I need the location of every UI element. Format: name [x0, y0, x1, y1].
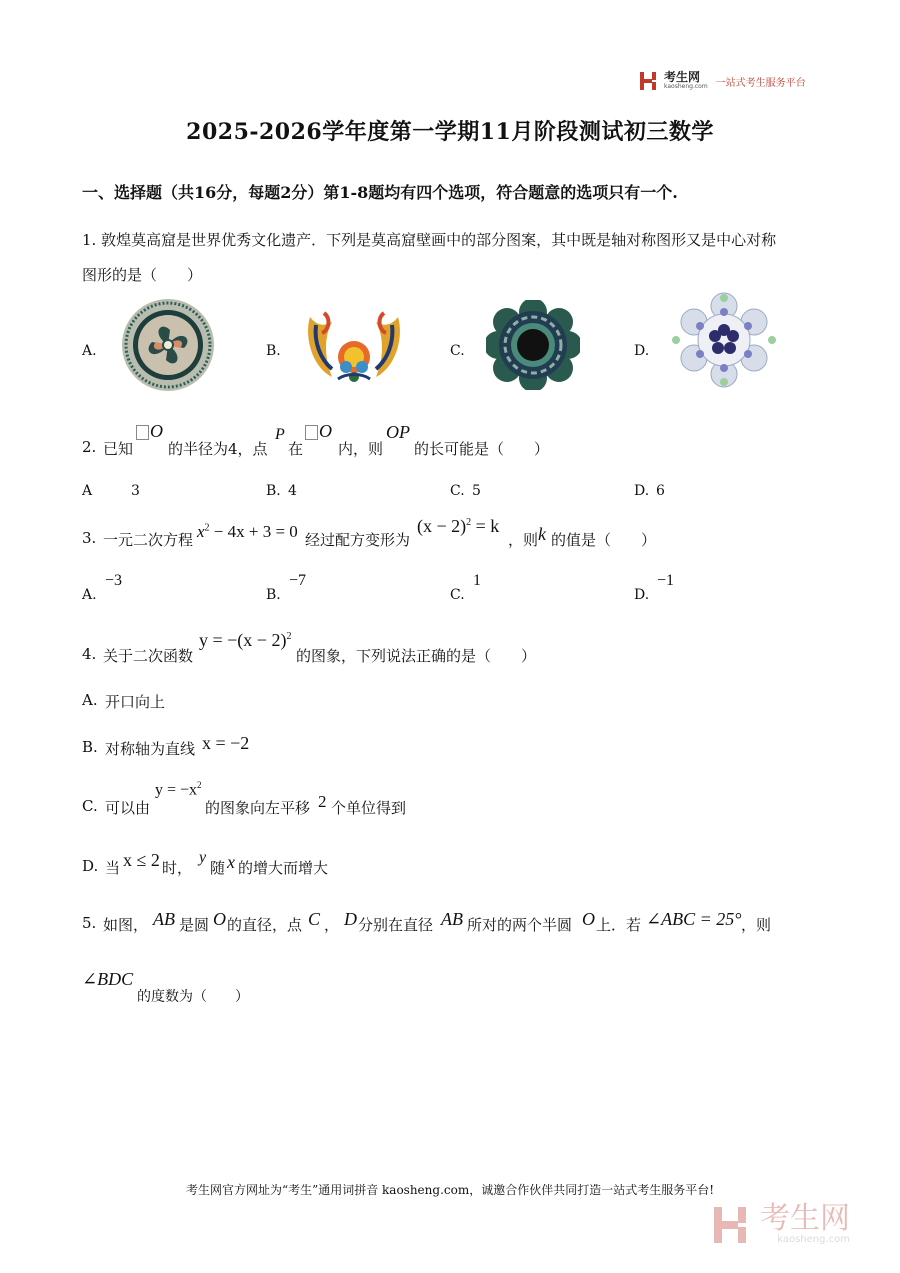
q4-option-c-text-1: 可以由 — [105, 799, 151, 817]
q4-option-d-text-3: 随 — [210, 859, 226, 877]
q2-option-c-label: C. — [450, 483, 465, 499]
q4-option-a-label: A. — [82, 691, 98, 709]
q3-text-2: 经过配方变形为 — [305, 531, 411, 549]
q3-equation-2 — [417, 516, 499, 537]
brand-name: 考生网 — [664, 70, 701, 84]
q2-circle-o: O — [150, 421, 163, 441]
q3-text-1: 一元二次方程 — [103, 531, 194, 549]
q4-option-b-math: x = −2 — [202, 733, 250, 753]
q5-text-2: 是圆 — [179, 916, 210, 934]
q4-option-c-label: C. — [82, 797, 98, 815]
q4-equation — [199, 630, 291, 651]
kaosheng-logo-icon — [640, 72, 660, 90]
q2-option-a-value: 3 — [131, 483, 140, 499]
q3-number: 3. — [82, 529, 97, 547]
q2-text-1: 已知 — [103, 440, 134, 458]
q2-op: OP — [386, 422, 410, 442]
q4-eq-sup: 2 — [286, 631, 292, 642]
brand-slogan: 一站式考生服务平台 — [715, 77, 806, 89]
q4-text-2: 的图象，下列说法正确的是（ ） — [296, 647, 537, 665]
q5-c: C — [308, 909, 321, 929]
q2-option-b-value: 4 — [288, 483, 297, 499]
q4-option-a-text: 开口向上 — [105, 693, 166, 711]
q2-option-d-label: D. — [634, 483, 650, 499]
q3-option-d-label: D. — [634, 587, 650, 603]
q5-text-4: ， — [324, 916, 340, 934]
q3-k: k — [538, 524, 546, 544]
q5-text-1: 如图， — [103, 916, 149, 934]
q4-option-c-text-2: 的图象向左平移 — [205, 799, 311, 817]
q3-option-c-value: 1 — [473, 572, 481, 589]
q2-option-a-label: A — [82, 483, 93, 499]
footer-note: 考生网官方网址为“考生”通用词拼音 kaosheng.com，诚邀合作伙伴共同打造一站式考生服务平台! — [185, 1183, 715, 1197]
q4-option-b-label: B. — [82, 738, 98, 756]
q4-option-c-math-sup: 2 — [197, 780, 202, 790]
q1-line1: 1. 敦煌莫高窟是世界优秀文化遗产．下列是莫高窟壁画中的部分图案，其中既是轴对称图形又是中心对称 — [82, 231, 777, 249]
q3-option-a-value: −3 — [105, 572, 123, 589]
pattern-b-icon — [302, 307, 406, 387]
pattern-d-icon — [668, 292, 780, 388]
q1-line2: 图形的是（ ） — [82, 266, 203, 284]
q4-option-d-text-2: 时， — [162, 859, 193, 877]
q2-text-3: 在 — [288, 440, 304, 458]
q2-point-p: P — [275, 426, 285, 443]
q5-text-9: 的度数为（ ） — [137, 989, 249, 1005]
q1-option-b-label: B. — [266, 343, 281, 359]
q3-option-d-value: −1 — [657, 572, 675, 589]
q3-eq2-base: (x − 2) — [417, 516, 467, 536]
q2-number: 2. — [82, 438, 97, 456]
brand-header — [640, 72, 806, 90]
circle-symbol-placeholder — [305, 425, 318, 440]
q4-option-d-y: y — [199, 849, 207, 866]
watermark-domain: kaosheng.com — [777, 1234, 850, 1245]
q5-text-6: 所对的两个半圆 — [467, 916, 573, 934]
q5-o: O — [213, 909, 226, 929]
q2-option-c-value: 5 — [472, 483, 481, 499]
q4-text-1: 关于二次函数 — [103, 647, 194, 665]
q3-equation-1 — [197, 522, 298, 542]
q2-text-4: 内，则 — [338, 440, 384, 458]
circle-symbol-placeholder — [136, 425, 149, 440]
q1-option-a-label: A. — [82, 343, 97, 359]
pattern-a-icon — [120, 298, 216, 392]
q5-text-7: 上．若 — [596, 916, 642, 934]
q3-option-b-label: B. — [266, 587, 281, 603]
q5-number: 5. — [82, 914, 97, 932]
q4-option-c-text-3: 个单位得到 — [331, 799, 407, 817]
q2-option-b-label: B. — [266, 483, 281, 499]
q3-option-c-label: C. — [450, 587, 465, 603]
q5-text-5: 分别在直径 — [358, 916, 434, 934]
q2-circle-o-2: O — [319, 421, 332, 441]
pattern-c-icon — [486, 300, 580, 390]
q3-option-a-label: A. — [82, 587, 97, 603]
q5-o-2: O — [582, 909, 595, 929]
brand-domain: kaosheng.com — [664, 83, 708, 90]
q2-text-2: 的半径为4，点 — [168, 440, 268, 458]
q5-text-8: ，则 — [741, 916, 772, 934]
q4-option-d-text-1: 当 — [105, 859, 121, 877]
q4-option-d-x: x — [227, 852, 235, 872]
q3-eq2-rest: = k — [471, 516, 500, 536]
q3-eq1-x: x — [197, 522, 205, 541]
q3-eq2-sup: 2 — [466, 517, 472, 528]
q4-option-c-n: 2 — [318, 792, 327, 811]
q5-ab-2: AB — [441, 909, 463, 929]
q4-option-d-label: D. — [82, 857, 99, 875]
q4-option-d-math: x ≤ 2 — [123, 850, 160, 870]
q3-text-3: ，则 — [508, 531, 539, 549]
q4-eq-base: y = −(x − 2) — [199, 630, 287, 650]
q4-option-d-text-4: 的增大而增大 — [238, 859, 329, 877]
q4-option-c-math-base: y = −x — [155, 781, 198, 799]
q3-eq1-rest: − 4x + 3 = 0 — [209, 522, 298, 541]
q4-option-c-math — [155, 780, 202, 799]
watermark-name: 考生网 — [760, 1201, 850, 1236]
q3-eq1-sup: 2 — [204, 522, 210, 534]
q4-number: 4. — [82, 645, 97, 663]
watermark — [714, 1201, 850, 1245]
q2-option-d-value: 6 — [656, 483, 665, 499]
q5-text-3: 的直径，点 — [227, 916, 303, 934]
q3-text-4: 的值是（ ） — [551, 531, 657, 549]
q1-option-c-label: C. — [450, 343, 465, 359]
kaosheng-watermark-logo-icon — [714, 1205, 754, 1245]
q5-angle-bdc: ∠BDC — [82, 969, 134, 989]
q5-angle-abc: ∠ABC = 25° — [646, 909, 742, 929]
q2-text-5: 的长可能是（ ） — [414, 440, 550, 458]
q5-d: D — [344, 909, 357, 929]
section-heading: 一、选择题（共16分，每题2分）第1-8题均有四个选项，符合题意的选项只有一个. — [82, 183, 678, 202]
q4-option-b-text: 对称轴为直线 — [105, 740, 196, 758]
page-title: 2025-2026学年度第一学期11月阶段测试初三数学 — [186, 119, 714, 145]
q3-option-b-value: −7 — [289, 572, 307, 589]
q1-option-d-label: D. — [634, 343, 650, 359]
q5-ab: AB — [153, 909, 175, 929]
